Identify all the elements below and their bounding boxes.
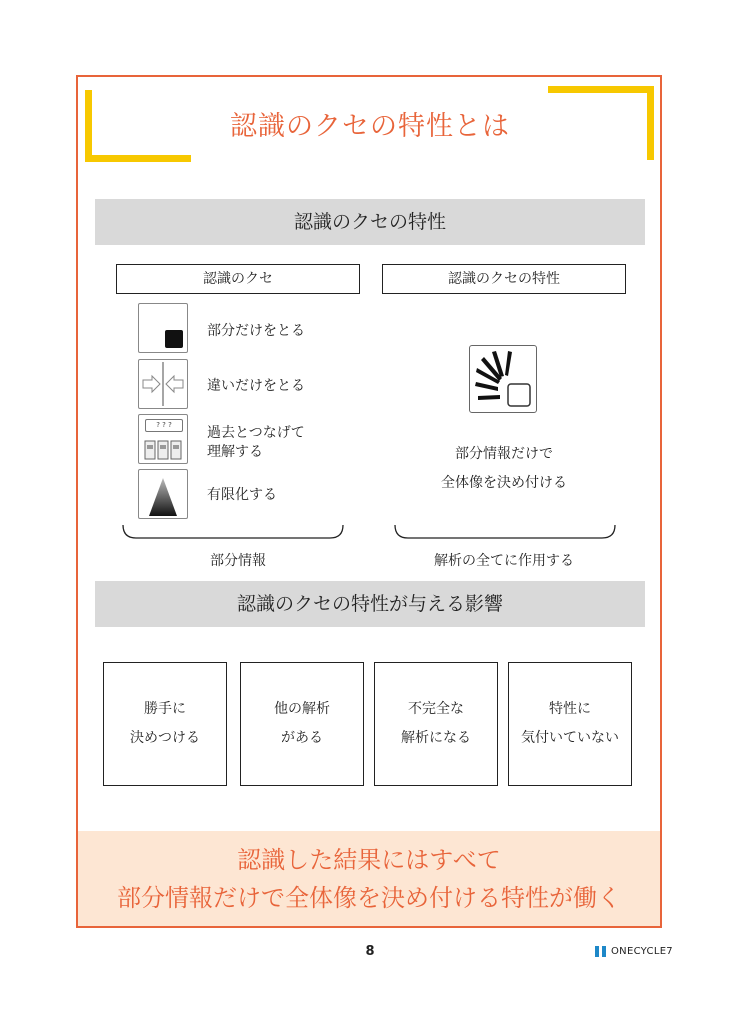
characteristic-line1: 部分情報だけで: [455, 446, 553, 462]
item-label-partial: 部分だけをとる: [207, 323, 305, 339]
item-label-difference: 違いだけをとる: [207, 378, 305, 394]
triangle-gradient-icon: [138, 469, 188, 519]
conclusion-line1: 認識した結果にはすべて: [237, 846, 501, 874]
brand-logo: [595, 946, 673, 957]
bracket-right-horizontal: [548, 86, 654, 93]
effect-box-1-line2: 決めつける: [130, 730, 200, 746]
effect-box-2-line2: がある: [281, 730, 323, 746]
brand-mark-icon-2: [602, 946, 606, 957]
brand-mark-icon: [595, 946, 599, 957]
bracket-left-horizontal: [85, 155, 191, 162]
burst-square-icon: [469, 345, 537, 413]
effect-box-3-line2: 解析になる: [401, 730, 471, 746]
partial-square-icon: [138, 303, 188, 353]
page-number: 8: [365, 944, 375, 959]
item-label-past-line1: 過去とつなげて: [207, 425, 305, 441]
brace-left: [120, 522, 346, 544]
item-label-past-line2: 理解する: [207, 444, 263, 460]
section-heading-characteristics: 認識のクセの特性: [95, 199, 645, 245]
conclusion-line2: 部分情報だけで全体像を決め付ける特性が働く: [117, 884, 621, 912]
label-partial-info: 部分情報: [210, 553, 266, 569]
item-label-past: [207, 424, 305, 462]
column-header-characteristics: 認識のクセの特性: [382, 264, 626, 294]
effect-box-4-line2: 気付いていない: [521, 730, 619, 746]
effect-box-3-line1: 不完全な: [408, 701, 464, 717]
conclusion-banner: [78, 831, 660, 926]
brace-right: [392, 522, 618, 544]
effect-box-3: [374, 662, 498, 786]
item-label-finite: 有限化する: [207, 487, 277, 503]
characteristic-description: [382, 440, 626, 498]
page-title: 認識のクセの特性とは: [230, 111, 510, 142]
brand-name: ONECYCLE7: [611, 946, 673, 957]
question-bubble: ? ? ?: [145, 419, 183, 432]
effect-box-4-line1: 特性に: [549, 701, 591, 717]
label-affects-all: 解析の全てに作用する: [434, 553, 574, 569]
effect-box-1: [103, 662, 227, 786]
arrows-difference-icon: [138, 359, 188, 409]
effect-box-4: [508, 662, 632, 786]
effect-box-2-line1: 他の解析: [274, 701, 330, 717]
characteristic-line2: 全体像を決め付ける: [441, 475, 567, 491]
past-connect-icon: [138, 414, 188, 464]
effect-box-2: [240, 662, 364, 786]
section-heading-effects: 認識のクセの特性が与える影響: [95, 581, 645, 627]
effect-box-1-line1: 勝手に: [144, 701, 186, 717]
column-header-habits: 認識のクセ: [116, 264, 360, 294]
